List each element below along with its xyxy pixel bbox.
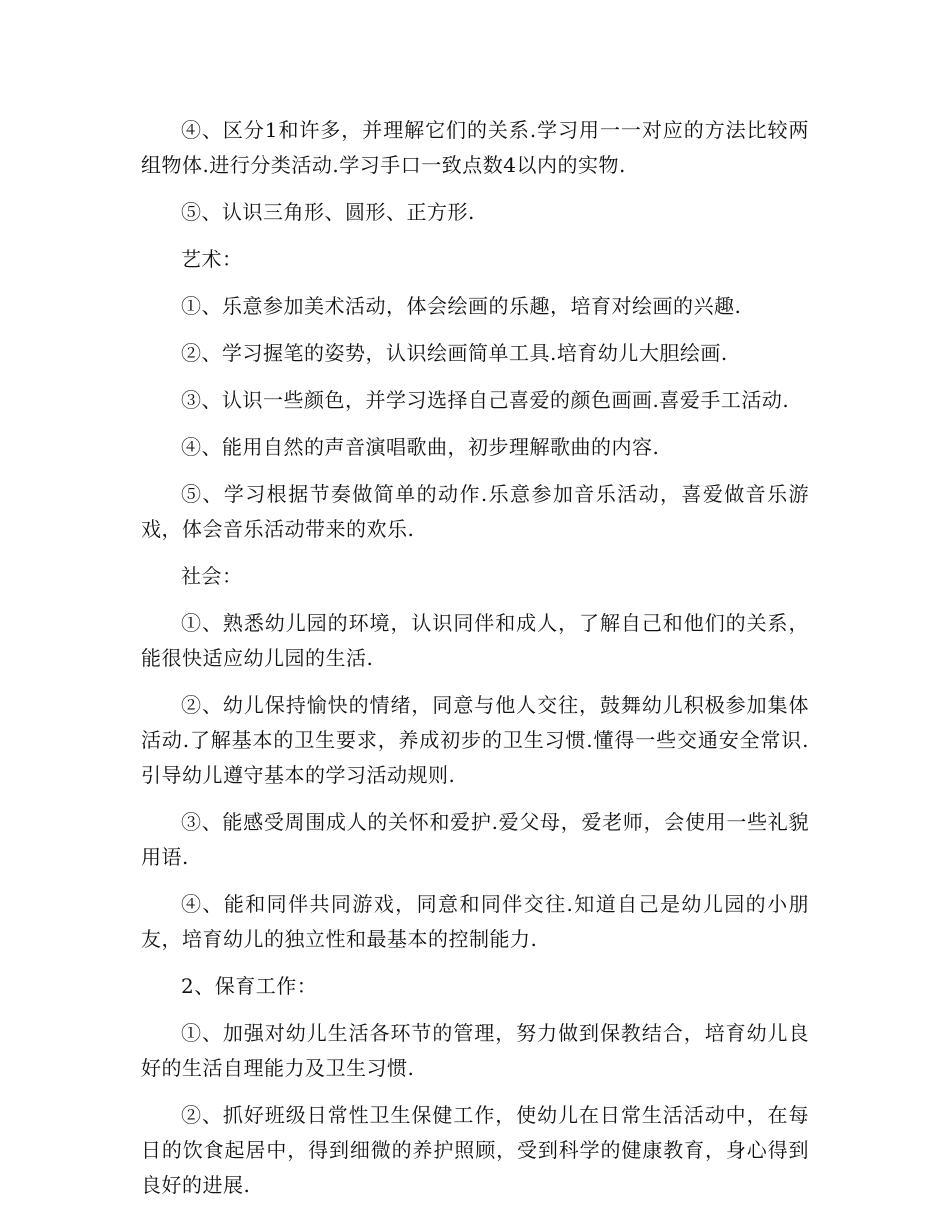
paragraph-math-item-5: ⑤、认识三角形、圆形、正方形. [181, 200, 475, 224]
paragraph-art-item-2: ②、学习握笔的姿势，认识绘画简单工具.培育幼儿大胆绘画. [181, 341, 728, 365]
section-heading-care-work: 2、保育工作： [181, 974, 318, 998]
paragraph-art-item-5: ⑤、学习根据节奏做简单的动作.乐意参加音乐活动，喜爱做音乐游戏，体会音乐活动带来的欢乐. [141, 482, 809, 541]
section-heading-society: 社会： [181, 564, 243, 588]
paragraph-art-item-3: ③、认识一些颜色，并学习选择自己喜爱的颜色画画.喜爱手工活动. [181, 388, 790, 412]
document-page [141, 113, 809, 1215]
paragraph-society-item-3: ③、能感受周围成人的关怀和爱护.爱父母，爱老师，会使用一些礼貌用语. [141, 810, 809, 869]
paragraph-art-item-4: ④、能用自然的声音演唱歌曲，初步理解歌曲的内容. [181, 435, 660, 459]
paragraph-society-item-4: ④、能和同伴共同游戏，同意和同伴交往.知道自己是幼儿园的小朋友，培育幼儿的独立性和最基本的控制能力. [141, 892, 809, 951]
paragraph-art-item-1: ①、乐意参加美术活动，体会绘画的乐趣，培育对绘画的兴趣. [181, 294, 742, 318]
paragraph-care-item-2: ②、抓好班级日常性卫生保健工作，使幼儿在日常生活活动中，在每日的饮食起居中，得到细微的养护照顾，受到科学的健康教育，身心得到良好的进展. [141, 1103, 809, 1197]
paragraph-math-item-4: ④、区分1和许多，并理解它们的关系.学习用一一对应的方法比较两组物体.进行分类活动.学习手口一致点数4以内的实物. [141, 118, 809, 177]
paragraph-society-item-2: ②、幼儿保持愉快的情绪，同意与他人交往，鼓舞幼儿积极参加集体活动.了解基本的卫生要求，养成初步的卫生习惯.懂得一些交通安全常识.引导幼儿遵守基本的学习活动规则. [141, 693, 809, 787]
paragraph-society-item-1: ①、熟悉幼儿园的环境，认识同伴和成人，了解自己和他们的关系，能很快适应幼儿园的生活. [141, 611, 809, 670]
section-heading-art: 艺术： [181, 247, 243, 271]
paragraph-care-item-1: ①、加强对幼儿生活各环节的管理，努力做到保教结合，培育幼儿良好的生活自理能力及卫生习惯. [141, 1021, 809, 1080]
